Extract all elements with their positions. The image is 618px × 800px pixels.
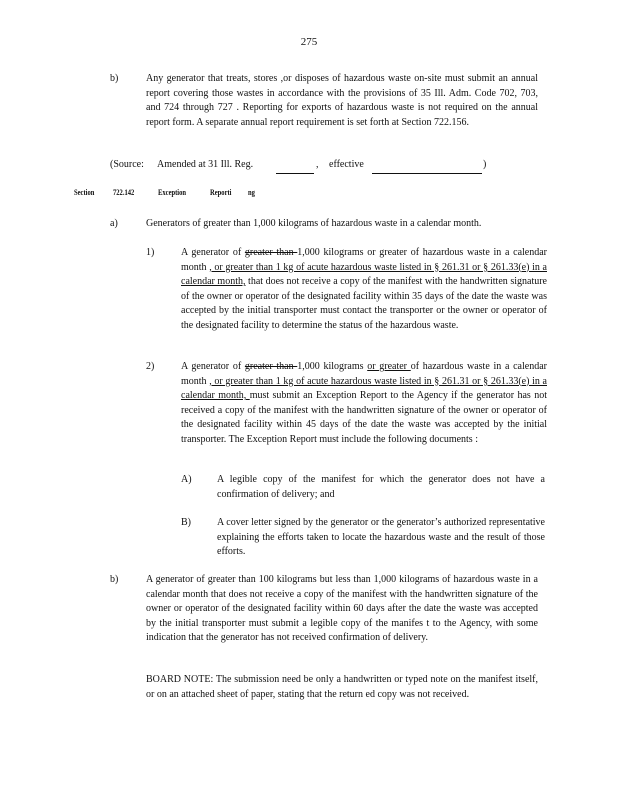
item-2-inserted-text-2: , or greater than 1 kg of acute hazardous waste listed in § 261.31 or § 261.33(e) in a calendar month, — [181, 375, 547, 401]
item-1-text-1: A generator of — [181, 247, 245, 258]
source-comma: , — [316, 159, 319, 170]
item-label-A: A) — [181, 474, 192, 485]
item-1-text-2: 1,000 kilograms or greater of hazardous waste in a calendar month — [181, 247, 547, 273]
subsection-label-b-top: b) — [110, 73, 119, 84]
source-effective: effective — [329, 159, 364, 170]
item-2-struck-text: greater than — [244, 361, 298, 372]
item-label-2: 2) — [146, 361, 155, 372]
item-1-struck-text: greater than — [244, 247, 298, 258]
subsection-label-a: a) — [110, 218, 118, 229]
annual-report-paragraph: Any generator that treats, stores ,or disposes of hazardous waste on-site must submit an annual report covering those wastes in accordance with the provisions of 35 Ill. Adm. Code 702, 703, and 724 through 727 . Reporting for exports of hazardous waste is not required on the annual report form. A separate annual report requirement is set forth at Section 722.156. — [146, 73, 538, 128]
subsection-b-text: A generator of greater than 100 kilograms but less than 1,000 kilograms of hazardous waste in a calendar month that does not receive a copy of the manifest with the handwritten signature of the owner or operator of the designated facility within 60 days after the date the waste was accepted by the initial transporter must submit a legible copy of the manifes t to the Agency, with some indication that the generator has not received confirmation of delivery. — [146, 574, 538, 643]
section-title-word2: Reporti — [210, 188, 232, 197]
page-number: 275 — [300, 36, 318, 48]
item-2-paragraph — [181, 360, 547, 447]
section-label: Section — [74, 188, 95, 197]
subsection-label-b: b) — [110, 574, 119, 585]
board-note: BOARD NOTE: The submission need be only a handwritten or typed note on the manifest itself, or on an attached sheet of paper, stating that the return ed copy was not received. — [146, 674, 538, 700]
source-amended: Amended at 31 Ill. Reg. — [157, 159, 254, 170]
item-2-text-2: 1,000 kilograms — [297, 361, 368, 372]
subsection-a-text: Generators of greater than 1,000 kilograms of hazardous waste in a calendar month. — [146, 218, 482, 229]
item-1-text-3: that does not receive a copy of the manifest with the handwritten signature of the owner or operator of the designated facility within 35 days of the date the waste was accepted by the initial transporter must contact the transporter or the owner or operator of the designated facility to determine the status of the hazardous waste. — [181, 276, 547, 331]
item-B-text: A cover letter signed by the generator or the generator’s authorized representative explaining the efforts taken to locate the hazardous waste and the result of those efforts. — [217, 517, 545, 557]
item-1-paragraph — [181, 246, 547, 333]
source-close: ) — [483, 159, 487, 170]
source-reg-blank — [276, 158, 314, 174]
item-label-B: B) — [181, 517, 191, 528]
item-1-inserted-text: , or greater than 1 kg of acute hazardous waste listed in § 261.31 or § 261.33(e) in a calendar month, — [181, 261, 547, 287]
section-title-word1: Exception — [158, 188, 187, 197]
item-A-text: A legible copy of the manifest for which the generator does not have a confirmation of delivery; and — [217, 474, 545, 500]
item-2-inserted-text-1: or greater — [367, 361, 411, 372]
item-2-text-3: must submit an Exception Report to the Agency if the generator has not received a copy of the manifest with the handwritten signature of the owner or operator of the designated facility within 45 days of the date the waste was accepted by the initial transporter. The Exception Report must include the following documents : — [181, 390, 547, 445]
source-open: (Source: — [110, 159, 144, 170]
item-2-text-1: A generator of — [181, 361, 245, 372]
section-number: 722.142 — [113, 188, 135, 197]
item-label-1: 1) — [146, 247, 155, 258]
section-title-word3: ng — [248, 188, 255, 197]
item-2-text-2b: of hazardous waste in a calendar month — [181, 361, 547, 387]
source-date-blank — [372, 158, 482, 174]
